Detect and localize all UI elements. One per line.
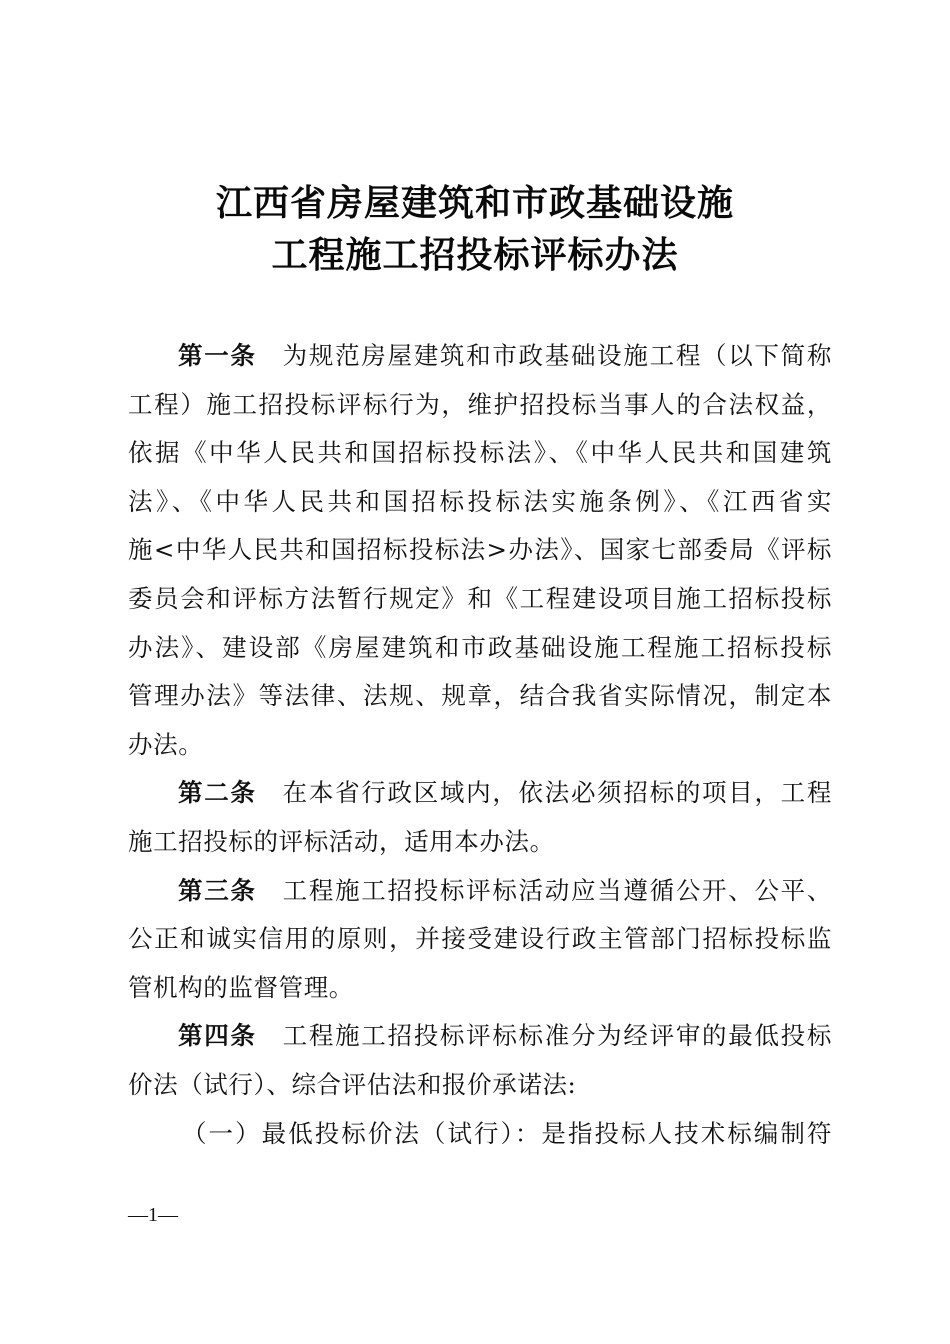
article-1-line-9: 办法。 [128,729,204,759]
article-2 [128,769,832,866]
article-4-line-2: 价法（试行）、综合评估法和报价承诺法: [128,1069,577,1099]
article-1-line-4: 法》、《中华人民共和国招标投标法实施条例》、《江西省实 [128,486,832,516]
article-3-text: 工程施工招投标评标活动应当遵循公开、公平、 [282,875,832,905]
document-title-line-2: 工程施工招投标评标办法 [271,234,679,276]
article-3-label: 第三条 [178,875,257,905]
article-2-text: 在本省行政区域内，依法必须招标的项目，工程 [282,778,832,808]
article-1-line-7: 办法》、建设部《房屋建筑和市政基础设施工程施工招标投标 [128,632,832,662]
article-2-label: 第二条 [178,778,257,808]
document-body [128,332,832,1158]
article-1-line-3: 依据《中华人民共和国招标投标法》、《中华人民共和国建筑 [128,438,832,468]
article-2-line-2: 施工招投标的评标活动，适用本办法。 [128,826,555,856]
article-1-label: 第一条 [178,341,257,370]
article-4-text: 工程施工招投标评标标准分为经评审的最低投标 [282,1021,832,1051]
page-number: —1— [128,1204,178,1226]
article-3-line-1 [128,867,832,916]
article-3-line-3: 管机构的监督管理。 [128,972,354,1002]
article-4-line-1 [128,1012,832,1061]
article-4-label: 第四条 [178,1021,257,1051]
article-4 [128,1012,832,1158]
article-1 [128,332,832,769]
article-1-line-8: 管理办法》等法律、法规、规章，结合我省实际情况，制定本 [128,681,832,711]
article-3-line-2: 公正和诚实信用的原则，并接受建设行政主管部门招标投标监 [128,924,832,954]
article-1-line-5: 施<中华人民共和国招标投标法>办法》、国家七部委局《评标 [128,535,832,565]
article-1-line-2: 工程）施工招投标评标行为，维护招投标当事人的合法权益， [128,389,832,419]
article-1-text: 为规范房屋建筑和市政基础设施工程（以下简称 [282,341,832,370]
article-2-line-1 [128,769,832,818]
article-3 [128,867,832,1013]
document-title-line-1: 江西省房屋建筑和市政基础设施 [215,182,734,224]
article-1-line-6: 委员会和评标方法暂行规定》和《工程建设项目施工招标投标 [128,583,832,613]
article-1-line-1 [128,332,832,381]
article-4-item-1: （一）最低投标价法（试行）：是指投标人技术标编制符 [182,1118,832,1148]
